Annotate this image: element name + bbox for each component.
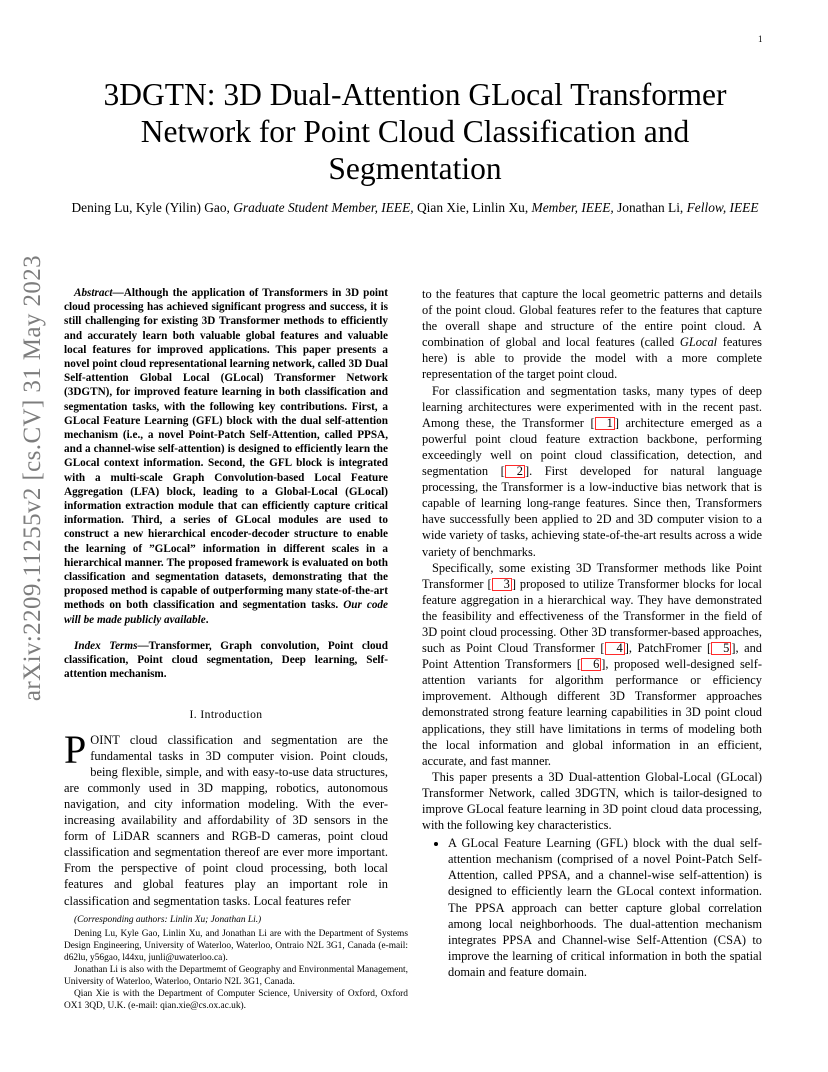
section-heading-introduction: I. Introduction — [189, 708, 263, 722]
page-number: 1 — [758, 34, 763, 44]
arxiv-stamp: arXiv:2209.11255v2 [cs.CV] 31 May 2023 — [19, 254, 46, 702]
footnote-3: Qian Xie is with the Department of Computer Science, University of Oxford, Oxford OX1 3QD, U.K. (e-mail: qian.xie@cs.ox.ac.uk). — [64, 989, 408, 1011]
text-run: , proposed well-designed self-attention variants for algorithm performance or efficiency improvement. Although different 3D Transformer approaches demonstrated strong feature learning capabilities in 3D point cloud applications, they still have limitations in terms of modeling both the local information and global information in an efficient, accurate, and fast manner. — [422, 657, 762, 768]
text-run: For classification and segmentation tasks, many types of deep learning architectures were experimented with in the recent past. Among these, the Transformer — [422, 383, 762, 430]
text-run: , and Point Attention Transformers — [422, 641, 762, 672]
contribution-item: • A GLocal Feature Learning (GFL) block with the dual self-attention mechanism (comprised of a novel Point-Patch Self-Attention, called PPSA, and a channel-wise self-attention) is designed to efficiently learn the GLocal context information. The PPSA approach can better capture global correlation among local neighborhoods. The dual-attention mechanism integrates PPSA and Channel-wise Self-Attention (CSA) to improve the learning of critical information in both the spatial domain and feature domain. — [448, 835, 762, 980]
citation-link[interactable]: 3 — [492, 578, 512, 591]
authors-part-1: Dening Lu, Kyle (Yilin) Gao, — [71, 200, 234, 215]
citation-link[interactable]: 1 — [595, 417, 615, 430]
text-run: to the features that capture the local geometric patterns and details of the point cloud. Global features refer to the features that capture the overall shape and structure of the entire point cloud. A combination of global and local features (called — [422, 287, 762, 350]
glocal-italic: GLocal — [679, 335, 718, 350]
intro-paragraph — [64, 726, 388, 909]
author-role-1: Graduate Student Member, IEEE, — [233, 200, 414, 215]
citation-link[interactable]: 2 — [505, 465, 525, 478]
abstract: Abstract—Although the application of Transformers in 3D point cloud processing has achieved significant progress and success, it is still challenging for existing 3D Transformer methods to efficiently and accurately learn both valuable global features and valuable local features for improved applications. This paper presents a novel point cloud representational learning network, called 3D Dual Self-attention Global Local (GLocal) Transformer Network (3DGTN), for improved feature learning in both classification and segmentation tasks, with the following key contributions. First, a GLocal Feature Learning (GFL) block with the dual self-attention mechanism (i.e., a novel Point-Patch Self-Attention, called PPSA, and a channel-wise self-attention) is designed to efficiently learn the GLocal context information. Second, the GFL block is integrated with a multi-scale Graph Convolution-based Local Feature Aggregation (LFA) block, leading to a Global-Local (GLocal) information extraction module that can efficiently capture critical information. Third, a series of GLocal modules are used to construct a new hierarchical encoder-decoder structure to enable the learning of ”GLocal” information in different scales in a hierarchical manner. The proposed framework is evaluated on both classification and segmentation datasets, demonstrating that the proposed method is capable of outperforming many state-of-the-art methods on both classification and segmentation tasks. Our code will be made publicly available. — [64, 287, 388, 626]
index-terms — [64, 639, 388, 682]
right-paragraph-3: Specifically, some existing 3D Transformer methods like Point Transformer [ 3 ] proposed to utilize Transformer blocks for local feature aggregation in a hierarchical way. They have demonstrated the feasibility and effectiveness of the Transformer in the field of 3D point cloud processing. Other 3D transformer-based approaches, such as Point Cloud Transformer [ 4 ], PatchFromer [ 5 ], and Point Attention Transformers [ 6 ], proposed well-designed self-attention variants for algorithm performance or efficiency improvement. Although different 3D Transformer approaches demonstrated strong feature learning capabilities in 3D point cloud applications, they still have limitations in terms of modeling both the local information and global information in an efficient, accurate, and fast manner. — [422, 560, 762, 768]
right-paragraph-4: This paper presents a 3D Dual-attention Global-Local (GLocal) Transformer Network, called 3DGTN, which is tailor-designed to improve GLocal feature learning in 3D point cloud data processing, with the following key characteristics. — [422, 769, 762, 833]
authors-part-2: Qian Xie, Linlin Xu, — [413, 200, 532, 215]
text-run: Specifically, some existing 3D Transformer methods like Point Transformer — [422, 560, 762, 591]
left-column — [64, 286, 388, 909]
abstract-label: Abstract — [74, 287, 113, 299]
drop-cap: P — [64, 726, 87, 772]
citation-link[interactable]: 5 — [711, 642, 731, 655]
abstract-text: —Although the application of Transformers in 3D point cloud processing has achieved significant progress and success, it is still challenging for existing 3D Transformer methods to efficiently and accurately learn both valuable global features and valuable local features for improved applications. This paper presents a novel point cloud representational learning network, called 3D Dual Self-attention Global Local (GLocal) Transformer Network (3DGTN), for improved feature learning in both classification and segmentation tasks, with the following key contributions. First, a GLocal Feature Learning (GFL) block with the dual self-attention mechanism (i.e., a novel Point-Patch Self-Attention, called PPSA, and a channel-wise self-attention) is designed to efficiently learn the GLocal context information. Second, the GFL block is integrated with a multi-scale Graph Convolution-based Local Feature Aggregation (LFA) block, leading to a Global-Local (GLocal) information extraction module that can efficiently capture critical information. Third, a series of GLocal modules are used to construct a new hierarchical encoder-decoder structure to enable the learning of ”GLocal” information in different scales in a hierarchical manner. The proposed framework is evaluated on both classification and segmentation datasets, demonstrating that the proposed method is capable of outperforming many state-of-the-art methods on both classification and segmentation tasks. — [64, 287, 388, 612]
code-note: Our code will be made publicly available — [64, 599, 388, 626]
intro-text: OINT cloud classification and segmentation are the fundamental tasks in 3D computer vision. Point clouds, being flexible, simple, and with easy-to-use data structures, are commonly used in 3D mapping, robotics, autonomous navigation, and city information modeling. With the ever-increasing availability and affordability of 3D sensors in the form of LiDAR scanners and RGB-D cameras, point cloud classification and segmentation thereof are ever more important. From the perspective of point cloud processing, both local features and global features play an important role in classification and segmentation tasks. Local features refer — [64, 732, 388, 908]
author-list — [66, 198, 764, 217]
text-run: proposed to utilize Transformer blocks for local feature aggregation in a hierarchical way. They have demonstrated the feasibility and effectiveness of the Transformer in the field of 3D point cloud processing. Other 3D transformer-based approaches, such as Point Cloud Transformer — [422, 576, 762, 656]
footnote-corresponding: (Corresponding authors: Linlin Xu; Jonathan Li.) — [74, 915, 262, 925]
citation-link[interactable]: 4 — [605, 642, 625, 655]
index-terms-label: Index Terms — [74, 639, 138, 652]
text-run: features here) is able to provide the model with a more complete representation of the target point cloud. — [422, 335, 762, 382]
footnotes — [64, 914, 408, 1012]
author-role-2: Member, IEEE, — [531, 200, 614, 215]
right-paragraph-1 — [422, 286, 762, 383]
text-run: architecture emerged as a powerful point cloud feature extraction backbone, performing exceedingly well on point cloud classification, detection, and segmentation — [422, 415, 762, 479]
authors-part-3: Jonathan Li, — [613, 200, 687, 215]
text-run: . First developed for natural language processing, the Transformer is a low-inductive bias network that is capable of learning long-range features. Since then, Transformers have successfully been applied to 2D and 3D computer vision to a wide variety of tasks, achieving state-of-the-art results across a wide variety of benchmarks. — [422, 464, 762, 559]
paper-title: 3DGTN: 3D Dual-Attention GLocal Transformer Network for Point Cloud Classification and Segmentation — [103, 77, 727, 186]
author-role-3: Fellow, IEEE — [686, 200, 759, 215]
citation-link[interactable]: 6 — [581, 658, 601, 671]
text-run: , PatchFromer — [628, 641, 707, 656]
right-column — [422, 286, 762, 980]
index-terms-text: —Transformer, Graph convolution, Point cloud classification, Point cloud segmentation, Deep learning, Self-attention mechanism. — [64, 639, 388, 681]
contribution-list — [422, 835, 762, 980]
footnote-2: Jonathan Li is also with the Departmemt of Geography and Environmental Management, University of Waterloo, Waterloo, Ontario N2L 3G1, Canada. — [64, 965, 408, 987]
right-paragraph-2: For classification and segmentation tasks, many types of deep learning architectures were experimented with in the recent past. Among these, the Transformer [ 1 ] architecture emerged as a powerful point cloud feature extraction backbone, performing exceedingly well on point cloud classification, detection, and segmentation [ 2 ]. First developed for natural language processing, the Transformer is a low-inductive bias network that is capable of learning long-range features. Since then, Transformers have successfully been applied to 2D and 3D computer vision to a wide variety of tasks, achieving state-of-the-art results across a wide variety of benchmarks. — [422, 383, 762, 559]
footnote-1: Dening Lu, Kyle Gao, Linlin Xu, and Jonathan Li are with the Department of Systems Design Engineering, University of Waterloo, Waterloo, Ontraio N2L 3G1, Canada (e-mail: d62lu, y56gao, l44xu, junli@uwaterloo.ca). — [64, 929, 408, 963]
